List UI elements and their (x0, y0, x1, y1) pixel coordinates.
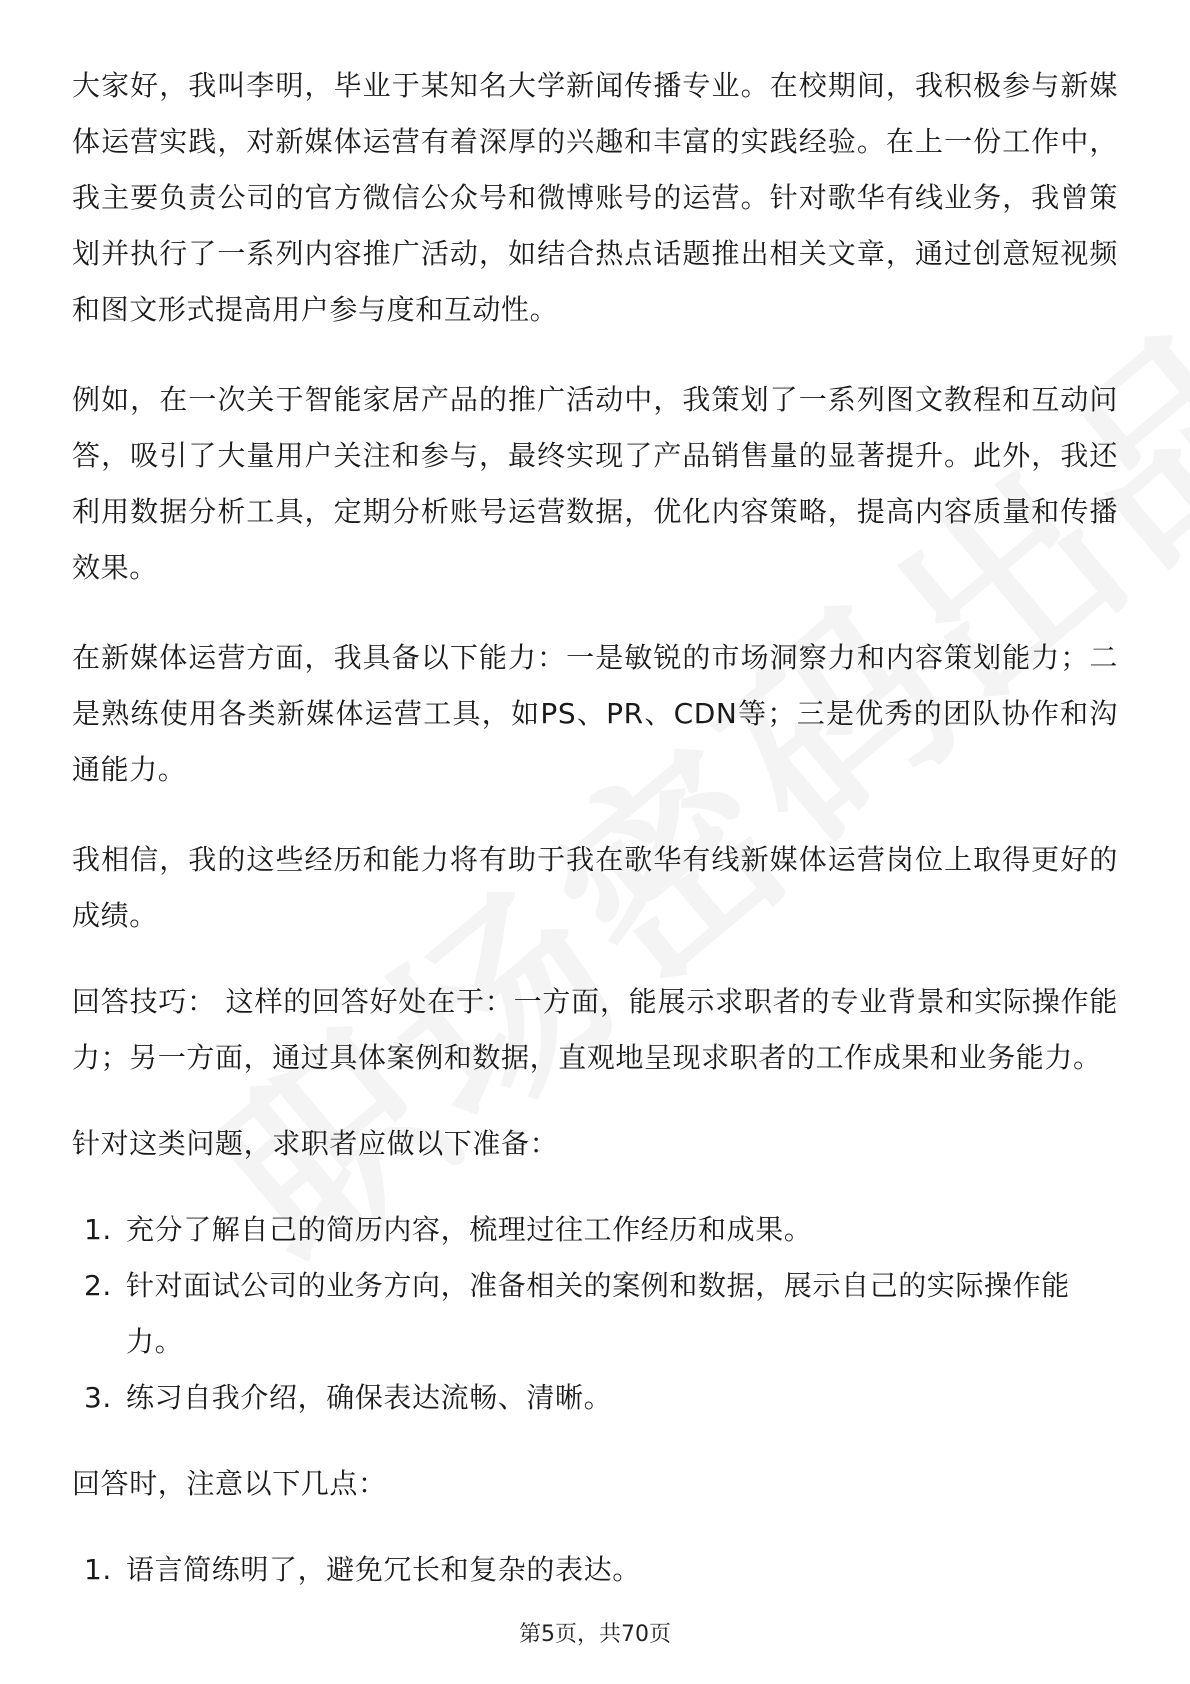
document-body (72, 58, 1118, 1598)
notes-list (72, 1542, 1118, 1598)
paragraph-notes-intro: 回答时，注意以下几点： (72, 1467, 387, 1500)
list-item-text: 练习自我介绍，确保表达流畅、清晰。 (126, 1381, 613, 1414)
list-item-text: 充分了解自己的简历内容，梳理过往工作经历和成果。 (126, 1213, 813, 1246)
list-number: 1. (84, 1213, 112, 1246)
paragraph-answer-tips: 回答技巧： 这样的回答好处在于：一方面，能展示求职者的专业背景和实际操作能力；另一方面，通过具体案例和数据，直观地呈现求职者的工作成果和业务能力。 (72, 985, 1118, 1074)
list-number: 1. (84, 1553, 112, 1586)
preparation-list (72, 1202, 1118, 1426)
list-item (72, 1202, 1118, 1258)
paragraph-abilities: 在新媒体运营方面，我具备以下能力：一是敏锐的市场洞察力和内容策划能力；二是熟练使用各类新媒体运营工具，如PS、PR、CDN等；三是优秀的团队协作和沟通能力。 (72, 641, 1118, 786)
list-item (72, 1258, 1118, 1370)
list-item (72, 1542, 1118, 1598)
paragraph-conclusion: 我相信，我的这些经历和能力将有助于我在歌华有线新媒体运营岗位上取得更好的成绩。 (72, 843, 1118, 932)
list-item-text: 针对面试公司的业务方向，准备相关的案例和数据，展示自己的实际操作能力。 (126, 1269, 1070, 1358)
paragraph-example: 例如，在一次关于智能家居产品的推广活动中，我策划了一系列图文教程和互动问答，吸引了大量用户关注和参与，最终实现了产品销售量的显著提升。此外，我还利用数据分析工具，定期分析账号运营数据，优化内容策略，提高内容质量和传播效果。 (72, 383, 1118, 584)
paragraph-intro: 大家好，我叫李明，毕业于某知名大学新闻传播专业。在校期间，我积极参与新媒体运营实践，对新媒体运营有着深厚的兴趣和丰富的实践经验。在上一份工作中，我主要负责公司的官方微信公众号和微博账号的运营。针对歌华有线业务，我曾策划并执行了一系列内容推广活动，如结合热点话题推出相关文章，通过创意短视频和图文形式提高用户参与度和互动性。 (72, 69, 1118, 326)
list-number: 2. (84, 1269, 112, 1302)
page-number: 第5页，共70页 (519, 1622, 671, 1647)
list-item-text: 语言简练明了，避免冗长和复杂的表达。 (126, 1553, 641, 1586)
list-number: 3. (84, 1381, 112, 1414)
list-item (72, 1370, 1118, 1426)
paragraph-preparation-intro: 针对这类问题，求职者应做以下准备： (72, 1127, 559, 1160)
